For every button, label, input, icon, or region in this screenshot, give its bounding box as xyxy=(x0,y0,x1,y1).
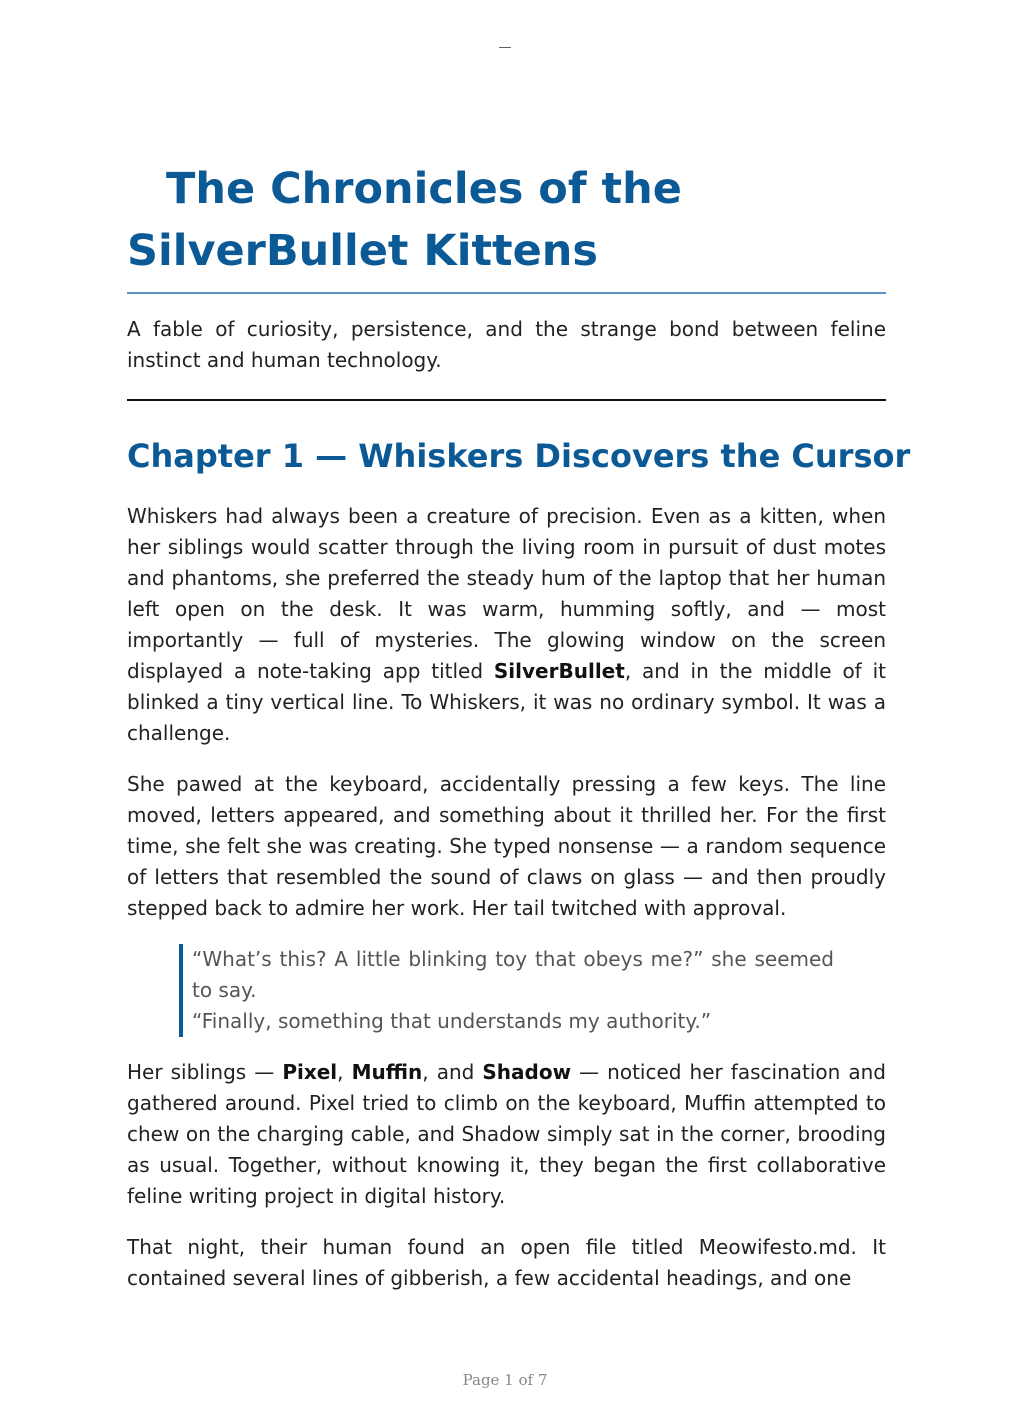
blockquote xyxy=(179,944,834,1037)
document-body xyxy=(127,158,911,1294)
paragraph-3-text-b: , xyxy=(337,1060,352,1084)
paragraph-1-text-a: Whiskers had always been a creature of precision. Even as a kitten, when her siblings would scatter through the living room in pursuit of dust motes and phantoms, she preferred the steady hum of the laptop that her human left open on the desk. It was warm, humming softly, and — most importantly — full of mysteries. The glowing window on the screen displayed a note-taking app titled xyxy=(127,504,886,683)
section-divider xyxy=(127,399,886,401)
paragraph-3-text-d: — noticed her fascination and gathered around. Pixel tried to climb on the keyboard, Muffin attempted to chew on the charging cable, and Shadow simply sat in the corner, brooding as usual. Together, without knowing it, they began the first collaborative feline writing project in digital history. xyxy=(127,1060,887,1208)
sibling-name-pixel: Pixel xyxy=(282,1060,338,1084)
document-subtitle: A fable of curiosity, persistence, and the strange bond between feline instinct and human technology. xyxy=(127,317,886,372)
sibling-name-muffin: Muffin xyxy=(351,1060,423,1084)
quote-line-1: “What’s this? A little blinking toy that obeys me?” she seemed to say. xyxy=(192,947,834,1002)
sibling-name-shadow: Shadow xyxy=(482,1060,572,1084)
page-header-mark: — xyxy=(498,40,512,55)
paragraph-3 xyxy=(127,1057,886,1212)
paragraph-2: She pawed at the keyboard, accidentally pressing a few keys. The line moved, letters appeared, and something about it thrilled her. For the first time, she felt she was creating. She typed nonsense — a random sequence of letters that resembled the sound of claws on glass — and then proudly stepped back to admire her work. Her tail twitched with approval. xyxy=(127,772,886,920)
page-number: Page 1 of 7 xyxy=(462,1371,548,1389)
paragraph-1-text-b: , and in the middle of it blinked a tiny vertical line. To Whiskers, it was no ordinary symbol. It was a challenge. xyxy=(127,659,886,745)
paragraph-1 xyxy=(127,501,886,749)
paragraph-3-text-a: Her siblings — xyxy=(127,1060,283,1084)
app-name-bold: SilverBullet xyxy=(493,659,625,683)
paragraph-3-text-c: , and xyxy=(422,1060,483,1084)
document-title: The Chronicles of the SilverBullet Kittens xyxy=(127,158,886,294)
paragraph-4: That night, their human found an open file titled Meowifesto.md. It contained several lines of gibberish, a few accidental headings, and one xyxy=(127,1235,886,1290)
quote-line-2: “Finally, something that understands my authority.” xyxy=(192,1009,712,1033)
chapter-heading: Chapter 1 — Whiskers Discovers the Cursor xyxy=(127,437,911,475)
